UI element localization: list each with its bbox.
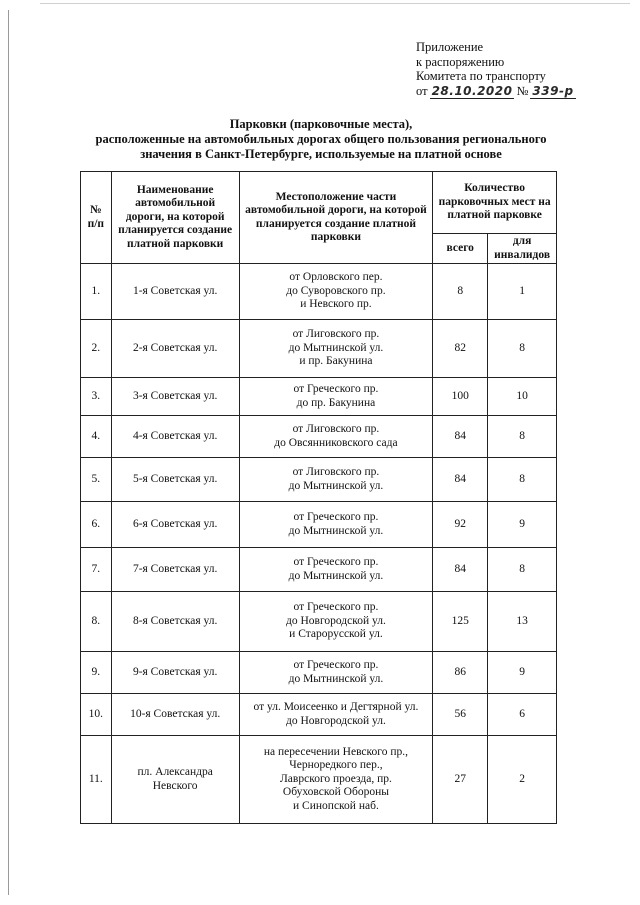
road-name: 9-я Советская ул.: [111, 652, 239, 694]
table-row: [81, 416, 557, 458]
location-line: до пр. Бакунина: [296, 396, 376, 409]
location-line: от Греческого пр.: [293, 511, 379, 523]
table-row: [81, 652, 557, 694]
road-name: 8-я Советская ул.: [111, 592, 239, 652]
road-name: 4-я Советская ул.: [111, 416, 239, 458]
spaces-total: 8: [433, 264, 488, 320]
spaces-disabled: 8: [488, 458, 557, 502]
location-line: и Старорусской ул.: [289, 628, 383, 641]
location-line: от Греческого пр.: [293, 383, 379, 395]
row-number: 10.: [81, 694, 112, 736]
handwritten-number: 339-р: [532, 83, 574, 98]
spaces-disabled: 1: [488, 264, 557, 320]
spaces-total: 125: [433, 592, 488, 652]
table-header-row: [81, 172, 557, 234]
road-location: [239, 694, 433, 736]
location-line: Черноредкого пер.,: [289, 759, 383, 772]
road-name: пл. Александра Невского: [111, 736, 239, 824]
scan-top-line: [40, 3, 630, 4]
appendix-line-3: Комитета по транспорту: [416, 69, 546, 83]
location-line: до Мытнинской ул.: [288, 479, 384, 492]
title-line-1: Парковки (парковочные места),: [229, 117, 413, 131]
appendix-date-number-line: [416, 84, 578, 100]
appendix-header: [416, 40, 578, 99]
location-line: от Греческого пр.: [293, 659, 379, 671]
spaces-disabled: 6: [488, 694, 557, 736]
location-line: до Мытнинской ул.: [288, 672, 384, 685]
spaces-disabled: 2: [488, 736, 557, 824]
location-line: от Лиговского пр.: [292, 423, 380, 435]
location-line: до Новгородской ул.: [285, 714, 386, 727]
from-label: от: [416, 83, 428, 98]
spaces-disabled: 13: [488, 592, 557, 652]
table-body: [81, 264, 557, 824]
road-location: [239, 320, 433, 378]
road-name: 5-я Советская ул.: [111, 458, 239, 502]
location-line: от Лиговского пр.: [292, 328, 380, 341]
spaces-disabled: 9: [488, 502, 557, 548]
road-name: 7-я Советская ул.: [111, 548, 239, 592]
road-name: 1-я Советская ул.: [111, 264, 239, 320]
road-name: 6-я Советская ул.: [111, 502, 239, 548]
row-number: 1.: [81, 264, 112, 320]
location-line: до Овсянниковского сада: [274, 436, 398, 449]
header-road-name: Наименование автомобильной дороги, на которой планируется создание платной парковки: [111, 172, 239, 264]
road-location: [239, 548, 433, 592]
row-number: 8.: [81, 592, 112, 652]
road-location: [239, 458, 433, 502]
row-number: 3.: [81, 378, 112, 416]
spaces-total: 86: [433, 652, 488, 694]
title-line-2: расположенные на автомобильных дорогах общего пользования регионального: [95, 132, 547, 146]
header-location: Местоположение части автомобильной дороги, на которой планируется создание платной парковки: [239, 172, 433, 264]
road-name: 2-я Советская ул.: [111, 320, 239, 378]
spaces-disabled: 8: [488, 548, 557, 592]
header-num: № п/п: [81, 172, 112, 264]
location-line: от Лиговского пр.: [292, 466, 380, 478]
handwritten-date: 28.10.2020: [431, 83, 513, 98]
row-number: 7.: [81, 548, 112, 592]
location-line: до Мытнинской ул.: [288, 341, 384, 354]
road-location: [239, 378, 433, 416]
table-row: [81, 548, 557, 592]
location-line: от Орловского пер.: [289, 271, 383, 284]
location-line: до Новгородской ул.: [285, 614, 386, 627]
table-row: [81, 694, 557, 736]
table-row: [81, 592, 557, 652]
location-line: Лаврского проезда, пр.: [280, 772, 392, 785]
road-location: [239, 416, 433, 458]
row-number: 11.: [81, 736, 112, 824]
table-row: [81, 264, 557, 320]
location-line: на пересечении Невского пр.,: [263, 745, 409, 758]
scan-edge-line: [8, 10, 9, 895]
spaces-total: 84: [433, 548, 488, 592]
location-line: от Греческого пр.: [293, 556, 379, 568]
spaces-total: 82: [433, 320, 488, 378]
header-parking-count: Количество парковочных мест на платной парковке: [433, 172, 557, 234]
table-row: [81, 458, 557, 502]
spaces-total: 27: [433, 736, 488, 824]
road-location: [239, 502, 433, 548]
location-line: Обуховской Обороны: [282, 786, 389, 799]
location-line: от Греческого пр.: [293, 601, 379, 614]
road-location: [239, 736, 433, 824]
road-name: 3-я Советская ул.: [111, 378, 239, 416]
row-number: 6.: [81, 502, 112, 548]
row-number: 2.: [81, 320, 112, 378]
table-row: [81, 736, 557, 824]
title-line-3: значения в Санкт-Петербурге, используемые на платной основе: [140, 147, 502, 161]
parking-table: [80, 171, 557, 824]
number-label: №: [516, 83, 529, 98]
row-number: 4.: [81, 416, 112, 458]
spaces-total: 56: [433, 694, 488, 736]
spaces-total: 84: [433, 458, 488, 502]
road-location: [239, 592, 433, 652]
spaces-total: 100: [433, 378, 488, 416]
table-row: [81, 502, 557, 548]
spaces-total: 92: [433, 502, 488, 548]
location-line: до Мытнинской ул.: [288, 524, 384, 537]
location-line: от ул. Моисеенко и Дегтярной ул.: [253, 701, 419, 713]
road-name: 10-я Советская ул.: [111, 694, 239, 736]
spaces-disabled: 8: [488, 320, 557, 378]
header-total: всего: [433, 234, 488, 264]
location-line: до Мытнинской ул.: [288, 569, 384, 582]
location-line: до Суворовского пр.: [286, 284, 386, 297]
table-row: [81, 378, 557, 416]
row-number: 9.: [81, 652, 112, 694]
appendix-line-2: к распоряжению: [416, 54, 505, 69]
spaces-total: 84: [433, 416, 488, 458]
appendix-line-1: Приложение: [416, 40, 484, 54]
location-line: и Невского пр.: [300, 298, 372, 311]
road-location: [239, 652, 433, 694]
spaces-disabled: 10: [488, 378, 557, 416]
row-number: 5.: [81, 458, 112, 502]
spaces-disabled: 8: [488, 416, 557, 458]
header-disabled: для инвалидов: [488, 234, 557, 264]
road-location: [239, 264, 433, 320]
table-row: [81, 320, 557, 378]
location-line: и пр. Бакунина: [299, 355, 373, 368]
spaces-disabled: 9: [488, 652, 557, 694]
location-line: и Синопской наб.: [293, 799, 379, 812]
document-title: [90, 117, 552, 162]
